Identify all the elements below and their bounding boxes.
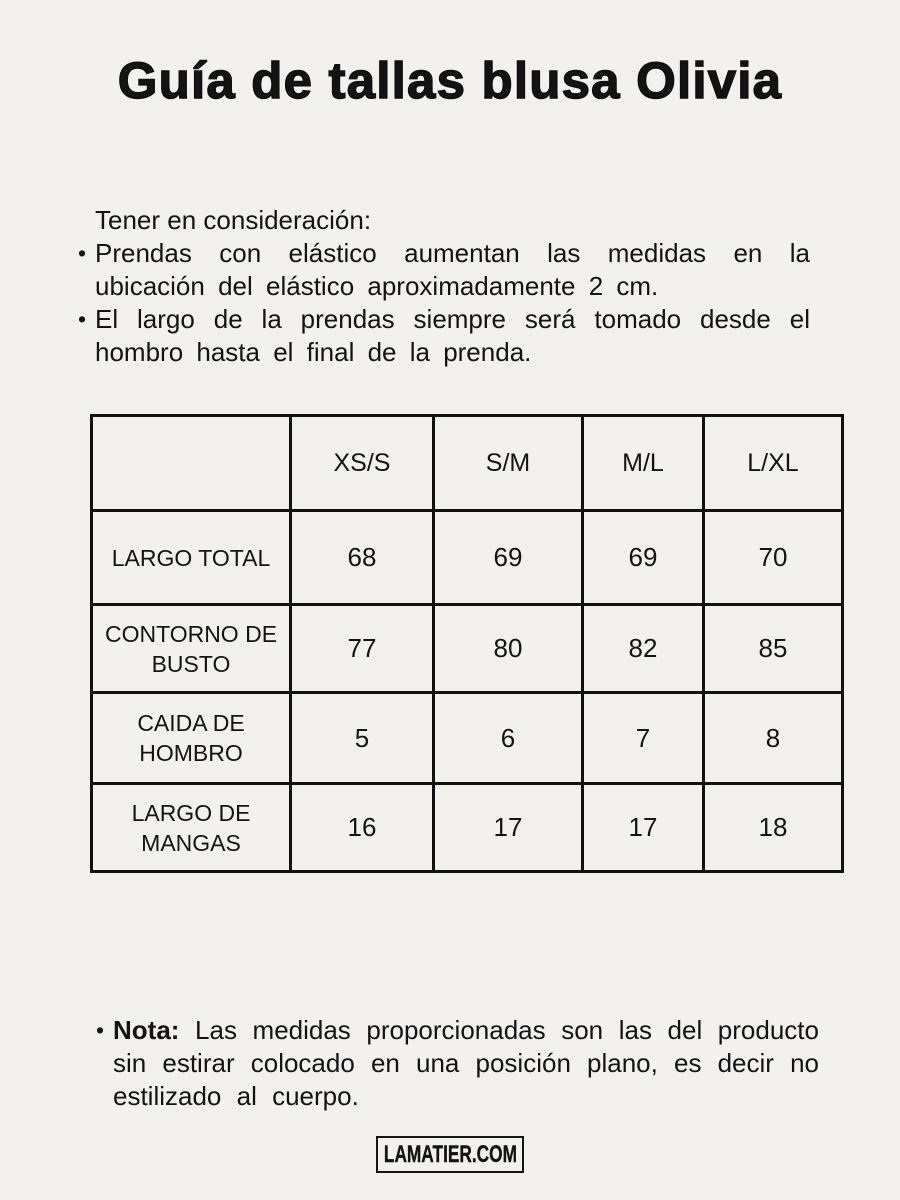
considerations-heading: Tener en consideración: <box>95 205 372 235</box>
bullet-icon: • <box>78 240 87 266</box>
value-cell: 70 <box>704 511 843 605</box>
row-label-cell: CONTORNO DE BUSTO <box>92 605 291 693</box>
value-cell: 69 <box>583 511 704 605</box>
value-cell: 6 <box>434 693 583 784</box>
value-cell: 17 <box>434 784 583 872</box>
note-text <box>113 1014 819 1113</box>
table-row <box>92 511 843 605</box>
value-cell: 5 <box>291 693 434 784</box>
value-cell: 8 <box>704 693 843 784</box>
bullet-icon: • <box>78 306 87 332</box>
value-cell: 82 <box>583 605 704 693</box>
brand-badge <box>376 1136 524 1173</box>
consideration-item <box>78 303 810 369</box>
value-cell: 68 <box>291 511 434 605</box>
value-cell: 77 <box>291 605 434 693</box>
consideration-item <box>78 237 810 303</box>
brand-name: LAMATIER.COM <box>383 1140 517 1168</box>
row-label-cell: CAIDA DE HOMBRO <box>92 693 291 784</box>
consideration-text: Prendas con elástico aumentan las medidas en la ubicación del elástico aproximadamente 2 cm. <box>95 238 810 301</box>
bullet-icon: • <box>96 1017 105 1043</box>
table-row <box>92 693 843 784</box>
value-cell: 69 <box>434 511 583 605</box>
row-label-cell: LARGO TOTAL <box>92 511 291 605</box>
note-section <box>96 1014 819 1113</box>
value-cell: 80 <box>434 605 583 693</box>
table-header-cell: S/M <box>434 416 583 511</box>
consideration-text: El largo de la prendas siempre será tomado desde el hombro hasta el final de la prenda. <box>95 304 810 367</box>
table-header-cell: L/XL <box>704 416 843 511</box>
value-cell: 17 <box>583 784 704 872</box>
table-corner-cell <box>92 416 291 511</box>
row-label-cell: LARGO DE MANGAS <box>92 784 291 872</box>
value-cell: 7 <box>583 693 704 784</box>
size-table <box>90 414 844 873</box>
value-cell: 85 <box>704 605 843 693</box>
size-table-header-row <box>92 416 843 511</box>
note-body-text: Las medidas proporcionadas son las del producto sin estirar colocado en una posición plano, es decir no estilizado al cuerpo. <box>113 1015 819 1111</box>
table-row <box>92 784 843 872</box>
value-cell: 16 <box>291 784 434 872</box>
table-row <box>92 605 843 693</box>
page-title: Guía de tallas blusa Olivia <box>117 52 783 109</box>
considerations-section <box>78 204 810 369</box>
note-label: Nota: <box>113 1015 180 1045</box>
table-header-cell: XS/S <box>291 416 434 511</box>
value-cell: 18 <box>704 784 843 872</box>
page-title-wrap <box>0 53 900 109</box>
table-header-cell: M/L <box>583 416 704 511</box>
